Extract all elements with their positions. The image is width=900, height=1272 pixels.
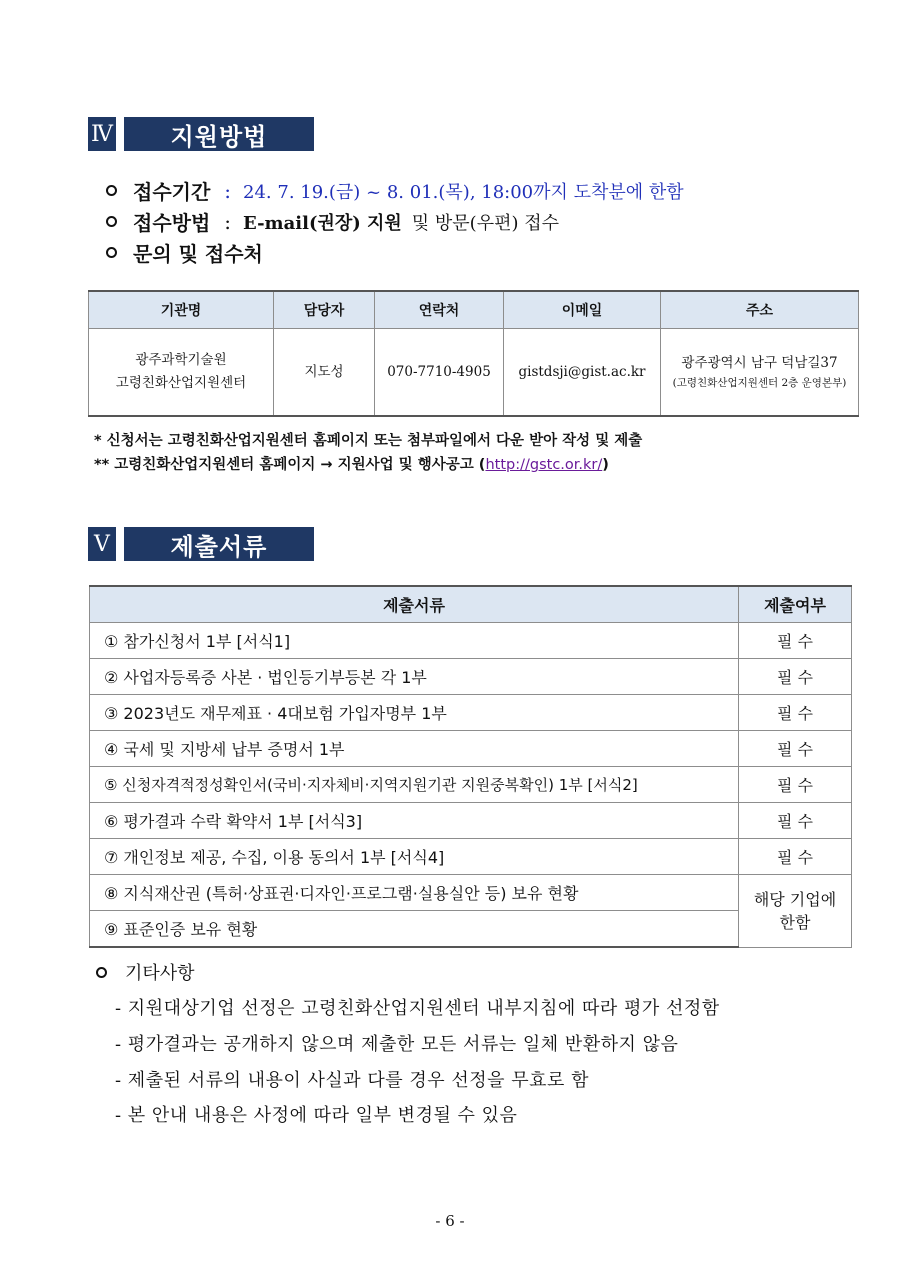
- address-line-1: 광주광역시 남구 덕남길37: [681, 354, 838, 371]
- documents-table: [89, 585, 852, 948]
- document-item: ④ 국세 및 지방세 납부 증명서 1부: [90, 731, 739, 767]
- method-colon: :: [224, 209, 232, 234]
- section-5-number: Ⅴ: [88, 527, 116, 561]
- table-row: [90, 875, 852, 911]
- address-line-2: (고령친화산업지원센터 2층 운영본부): [672, 376, 847, 389]
- required-status: 필 수: [739, 659, 852, 695]
- header-phone: 연락처: [375, 291, 504, 329]
- contact-table: [88, 290, 859, 417]
- misc-heading: [96, 959, 195, 985]
- merged-required-status: [739, 875, 852, 948]
- address-cell: [661, 329, 859, 417]
- method-value-bold: E-mail(권장) 지원: [243, 212, 402, 234]
- required-status: 필 수: [739, 803, 852, 839]
- note-1: * 신청서는 고령친화산업지원센터 홈페이지 또는 첨부파일에서 다운 받아 작성 및 제출: [94, 433, 643, 449]
- method-line: [106, 207, 559, 236]
- section-4-header: [88, 117, 314, 151]
- documents-table-header-row: [90, 586, 852, 623]
- document-item: ⑤ 신청자격적정성확인서(국비·지자체비·지역지원기관 지원중복확인) 1부 [서식2]: [90, 767, 739, 803]
- misc-item: - 평가결과는 공개하지 않으며 제출한 모든 서류는 일체 반환하지 않음: [115, 1034, 679, 1055]
- table-row: [90, 731, 852, 767]
- document-item: ⑥ 평가결과 수락 확약서 1부 [서식3]: [90, 803, 739, 839]
- required-status: 필 수: [739, 767, 852, 803]
- contact-line: [106, 238, 263, 267]
- header-required: 제출여부: [739, 586, 852, 623]
- circle-bullet-icon: [96, 967, 107, 978]
- required-status: 필 수: [739, 731, 852, 767]
- header-documents: 제출서류: [90, 586, 739, 623]
- header-email: 이메일: [504, 291, 661, 329]
- circle-bullet-icon: [106, 247, 117, 258]
- method-label: 접수방법: [133, 211, 211, 235]
- table-row: [90, 695, 852, 731]
- person-cell: 지도성: [274, 329, 375, 417]
- section-5-header: [88, 527, 314, 561]
- contact-table-row: [89, 329, 859, 417]
- misc-item: - 제출된 서류의 내용이 사실과 다를 경우 선정을 무효로 함: [115, 1070, 589, 1091]
- circle-bullet-icon: [106, 216, 117, 227]
- note-2-suffix: ): [602, 457, 609, 473]
- misc-title: 기타사항: [125, 963, 195, 984]
- note-2: [94, 453, 609, 474]
- period-line: [106, 176, 684, 205]
- merged-required-line-2: 한함: [779, 912, 811, 932]
- required-status: 필 수: [739, 695, 852, 731]
- org-line-2: 고령친화산업지원센터: [115, 375, 247, 391]
- misc-item: - 본 안내 내용은 사정에 따라 일부 변경될 수 있음: [115, 1105, 518, 1126]
- document-item: ⑧ 지식재산권 (특허·상표권·디자인·프로그램·실용실안 등) 보유 현황: [90, 875, 739, 911]
- table-row: [90, 839, 852, 875]
- page-number: - 6 -: [435, 1212, 465, 1230]
- table-row: [90, 911, 852, 948]
- misc-item: - 지원대상기업 선정은 고령친화산업지원센터 내부지침에 따라 평가 선정함: [115, 998, 720, 1019]
- table-row: [90, 659, 852, 695]
- document-item: ③ 2023년도 재무제표 · 4대보험 가입자명부 1부: [90, 695, 739, 731]
- header-person: 담당자: [274, 291, 375, 329]
- homepage-link[interactable]: http://gstc.or.kr/: [485, 457, 603, 473]
- org-line-1: 광주과학기술원: [135, 352, 227, 369]
- phone-cell: 070-7710-4905: [375, 329, 504, 417]
- table-row: [90, 767, 852, 803]
- document-item: ⑦ 개인정보 제공, 수집, 이용 동의서 1부 [서식4]: [90, 839, 739, 875]
- email-cell[interactable]: gistdsji@gist.ac.kr: [504, 329, 661, 417]
- document-item: ⑨ 표준인증 보유 현황: [90, 911, 739, 948]
- section-4-title: 지원방법: [124, 117, 314, 151]
- document-item: ① 참가신청서 1부 [서식1]: [90, 623, 739, 659]
- contact-label: 문의 및 접수처: [133, 242, 263, 266]
- table-row: [90, 803, 852, 839]
- method-value-rest: 및 방문(우편) 접수: [411, 212, 560, 234]
- required-status: 필 수: [739, 623, 852, 659]
- section-4-number: Ⅳ: [88, 117, 116, 151]
- note-2-text: ** 고령친화산업지원센터 홈페이지 → 지원사업 및 행사공고 (: [94, 457, 486, 473]
- period-colon: :: [224, 178, 232, 203]
- section-5-title: 제출서류: [124, 527, 314, 561]
- org-cell: [89, 329, 274, 417]
- table-row: [90, 623, 852, 659]
- required-status: 필 수: [739, 839, 852, 875]
- period-label: 접수기간: [133, 180, 211, 204]
- header-org: 기관명: [89, 291, 274, 329]
- header-address: 주소: [661, 291, 859, 329]
- document-item: ② 사업자등록증 사본 · 법인등기부등본 각 1부: [90, 659, 739, 695]
- contact-table-header-row: [89, 291, 859, 329]
- merged-required-line-1: 해당 기업에: [753, 889, 837, 909]
- circle-bullet-icon: [106, 185, 117, 196]
- period-value: 24. 7. 19.(금) ~ 8. 01.(목), 18:00까지 도착분에 한함: [243, 181, 684, 203]
